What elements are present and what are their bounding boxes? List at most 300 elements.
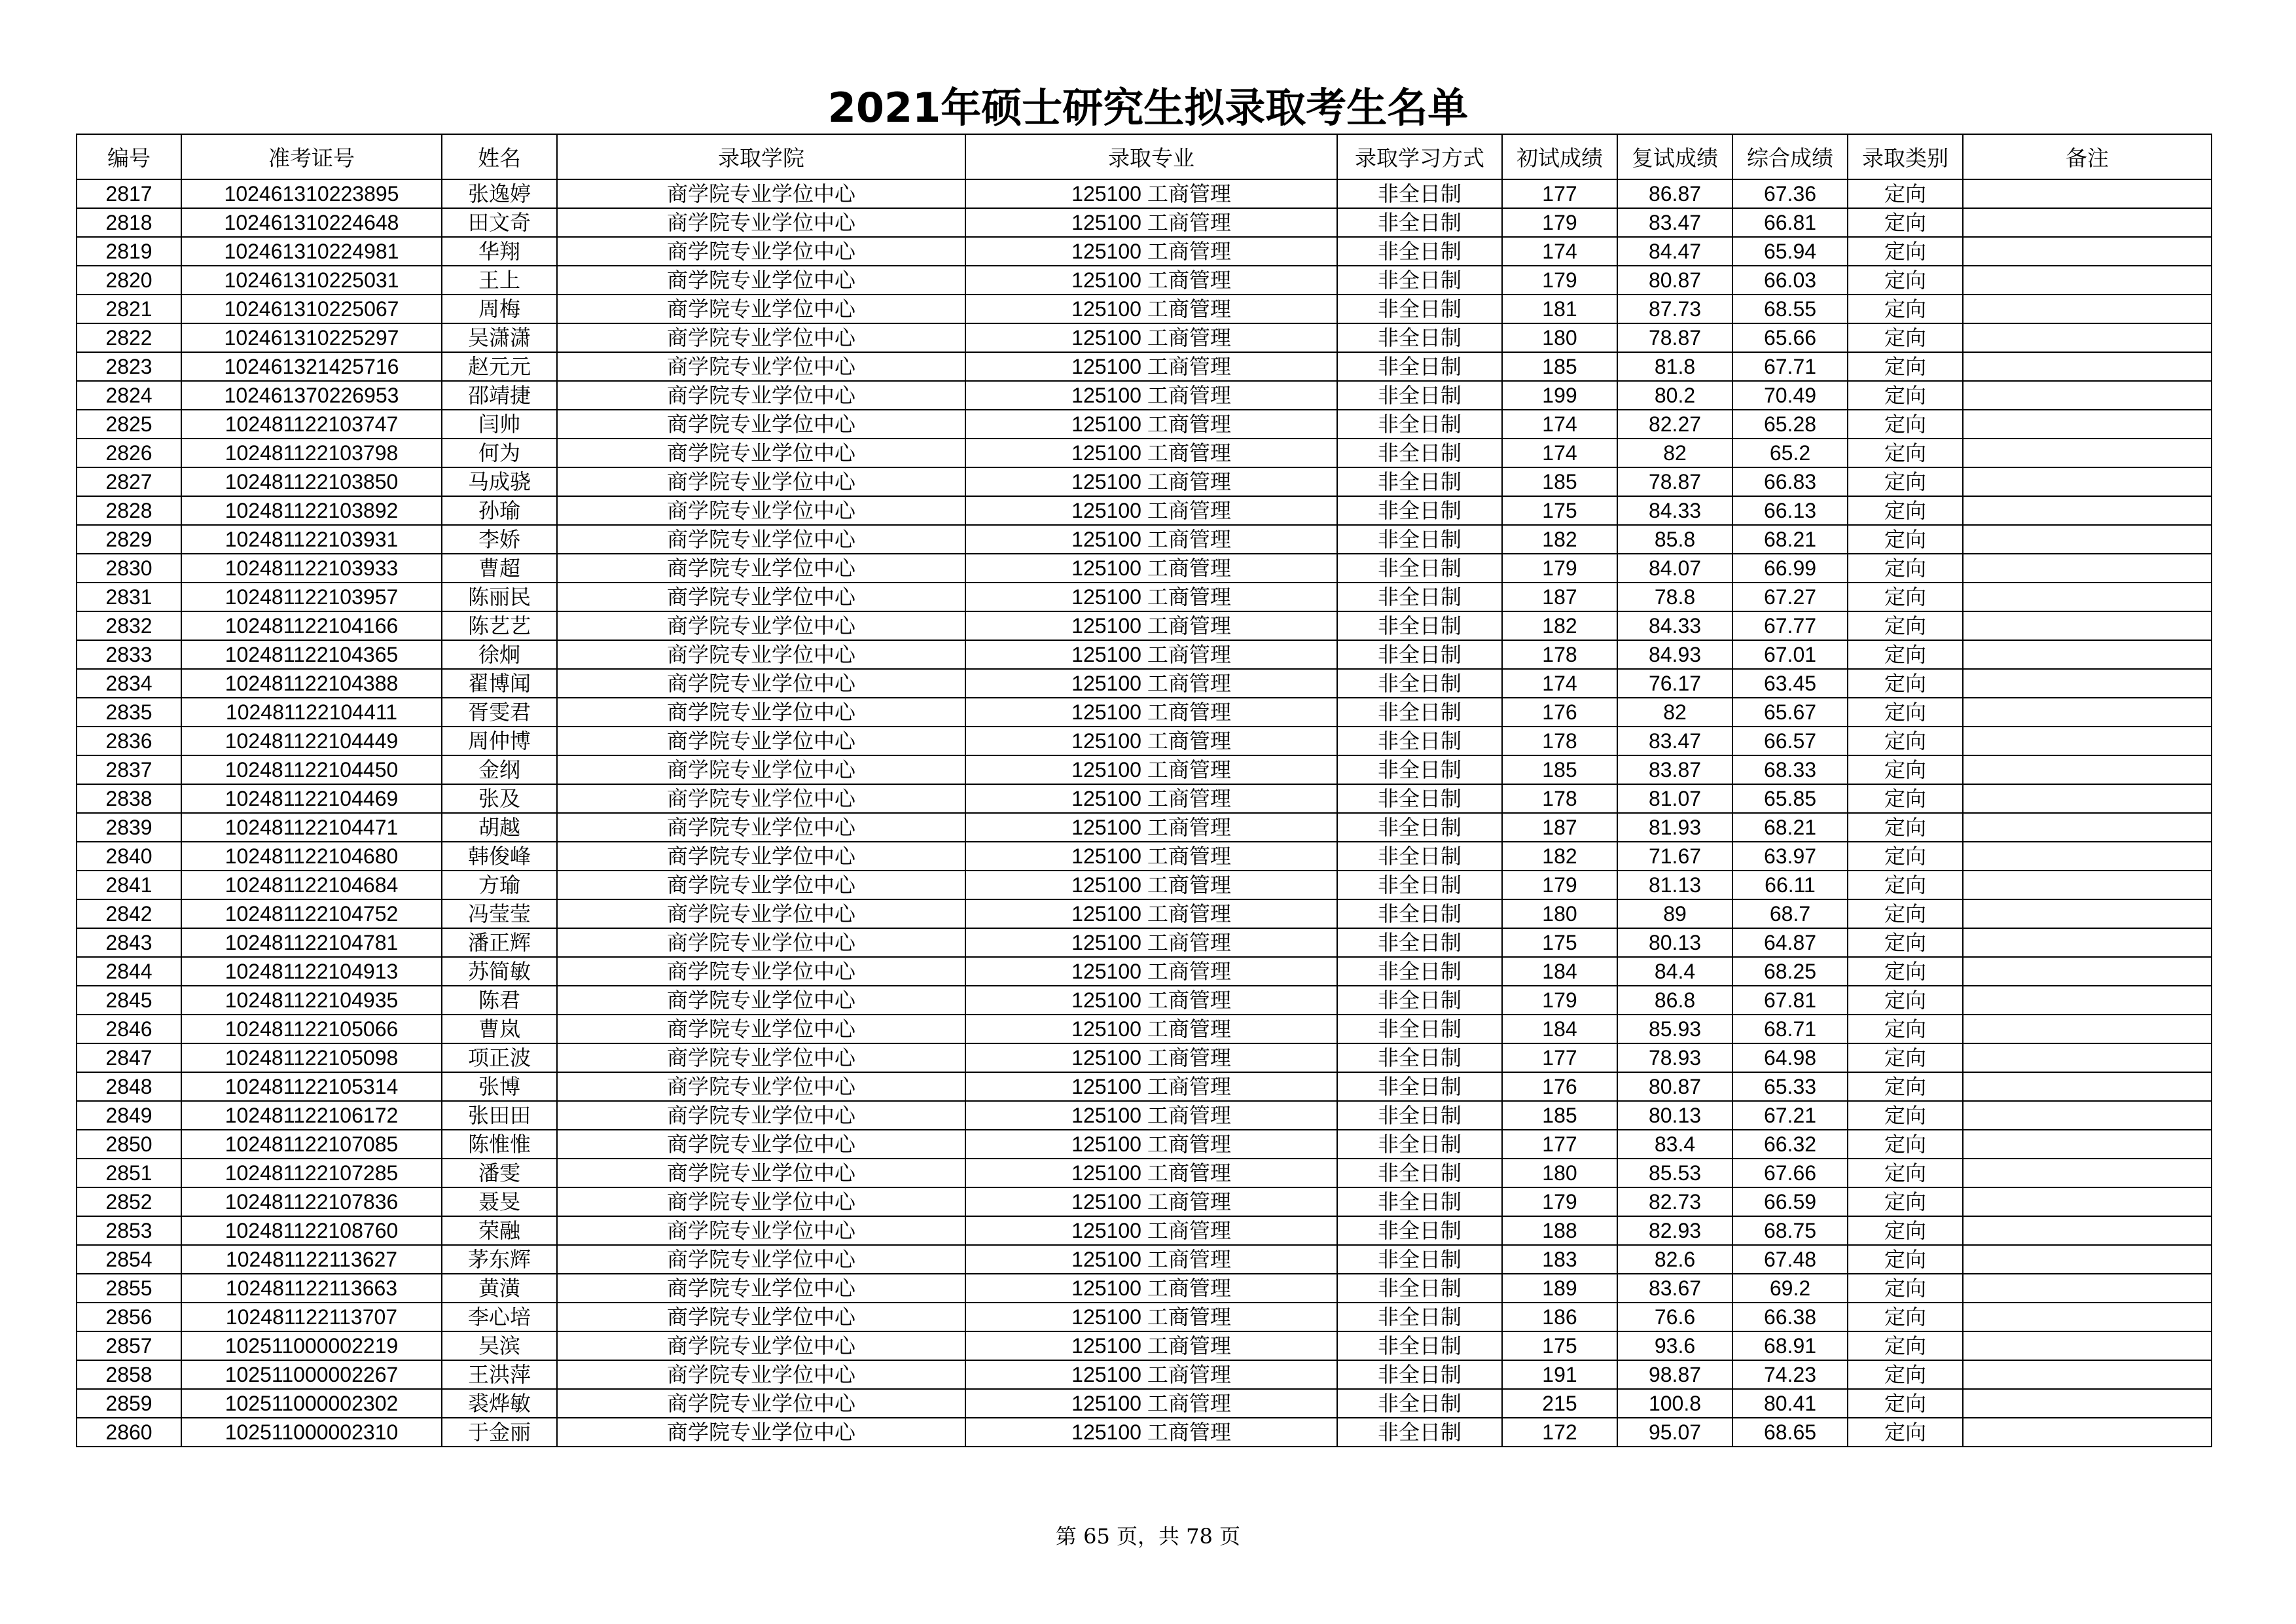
remark-header: 备注 (1963, 134, 2212, 179)
retest-score: 80.87 (1617, 266, 1732, 295)
major: 125100 工商管理 (965, 611, 1337, 640)
initial-score: 185 (1502, 755, 1617, 784)
table-row (77, 439, 2212, 467)
remark (1963, 957, 2212, 986)
total-score: 65.28 (1732, 410, 1848, 439)
study-mode: 非全日制 (1337, 640, 1502, 669)
study-mode: 非全日制 (1337, 381, 1502, 410)
row-id: 2839 (77, 813, 181, 842)
student-name: 茅东辉 (442, 1245, 557, 1274)
remark (1963, 1360, 2212, 1389)
exam-number: 102461310223895 (181, 179, 442, 208)
table-header-row (77, 134, 2212, 179)
college: 商学院专业学位中心 (557, 1101, 965, 1130)
admission-category: 定向 (1848, 208, 1963, 237)
exam-number: 102481122103892 (181, 496, 442, 525)
exam-number: 102481122113707 (181, 1303, 442, 1331)
row-id: 2853 (77, 1216, 181, 1245)
exam-number: 102481122104469 (181, 784, 442, 813)
major: 125100 工商管理 (965, 1043, 1337, 1072)
remark (1963, 784, 2212, 813)
admission-category: 定向 (1848, 871, 1963, 899)
row-id: 2822 (77, 323, 181, 352)
student-name: 陈惟惟 (442, 1130, 557, 1159)
study-mode: 非全日制 (1337, 755, 1502, 784)
admission-category: 定向 (1848, 1072, 1963, 1101)
study-mode: 非全日制 (1337, 1331, 1502, 1360)
retest-score: 78.87 (1617, 467, 1732, 496)
row-id: 2845 (77, 986, 181, 1015)
row-id: 2829 (77, 525, 181, 554)
row-id: 2842 (77, 899, 181, 928)
study-mode: 非全日制 (1337, 1389, 1502, 1418)
row-id: 2825 (77, 410, 181, 439)
table-row (77, 727, 2212, 755)
college: 商学院专业学位中心 (557, 957, 965, 986)
study-mode: 非全日制 (1337, 266, 1502, 295)
major-header: 录取专业 (965, 134, 1337, 179)
initial-score: 180 (1502, 899, 1617, 928)
student-name: 王洪萍 (442, 1360, 557, 1389)
student-name: 聂旻 (442, 1187, 557, 1216)
remark (1963, 179, 2212, 208)
exam-number: 102481122103933 (181, 554, 442, 583)
major: 125100 工商管理 (965, 410, 1337, 439)
table-row (77, 554, 2212, 583)
major: 125100 工商管理 (965, 1389, 1337, 1418)
retest-score: 83.87 (1617, 755, 1732, 784)
retest-score-header: 复试成绩 (1617, 134, 1732, 179)
remark (1963, 1245, 2212, 1274)
table-row (77, 1360, 2212, 1389)
exam-number: 102481122105066 (181, 1015, 442, 1043)
initial-score: 175 (1502, 1331, 1617, 1360)
college: 商学院专业学位中心 (557, 410, 965, 439)
retest-score: 78.87 (1617, 323, 1732, 352)
major: 125100 工商管理 (965, 871, 1337, 899)
student-name: 闫帅 (442, 410, 557, 439)
exam-number: 102481122104935 (181, 986, 442, 1015)
college: 商学院专业学位中心 (557, 208, 965, 237)
remark (1963, 323, 2212, 352)
retest-score: 80.87 (1617, 1072, 1732, 1101)
table-row (77, 640, 2212, 669)
exam-number: 102461310225067 (181, 295, 442, 323)
retest-score: 82.93 (1617, 1216, 1732, 1245)
student-name: 张田田 (442, 1101, 557, 1130)
student-name: 吴滨 (442, 1331, 557, 1360)
initial-score: 199 (1502, 381, 1617, 410)
initial-score: 175 (1502, 928, 1617, 957)
student-name: 张逸婷 (442, 179, 557, 208)
study-mode: 非全日制 (1337, 295, 1502, 323)
student-name: 曹岚 (442, 1015, 557, 1043)
exam-number: 102481122107836 (181, 1187, 442, 1216)
total-score: 63.45 (1732, 669, 1848, 698)
row-id: 2834 (77, 669, 181, 698)
college: 商学院专业学位中心 (557, 1216, 965, 1245)
total-score: 67.36 (1732, 179, 1848, 208)
admission-category: 定向 (1848, 266, 1963, 295)
retest-score: 80.13 (1617, 928, 1732, 957)
admission-category: 定向 (1848, 986, 1963, 1015)
remark (1963, 410, 2212, 439)
study-mode-header: 录取学习方式 (1337, 134, 1502, 179)
retest-score: 95.07 (1617, 1418, 1732, 1447)
remark (1963, 208, 2212, 237)
major: 125100 工商管理 (965, 496, 1337, 525)
initial-score: 177 (1502, 1043, 1617, 1072)
student-name: 翟博闻 (442, 669, 557, 698)
exam-number: 102481122104449 (181, 727, 442, 755)
student-name: 田文奇 (442, 208, 557, 237)
study-mode: 非全日制 (1337, 352, 1502, 381)
major: 125100 工商管理 (965, 1418, 1337, 1447)
remark (1963, 467, 2212, 496)
table-row (77, 698, 2212, 727)
college: 商学院专业学位中心 (557, 1130, 965, 1159)
category-header: 录取类别 (1848, 134, 1963, 179)
student-name: 胡越 (442, 813, 557, 842)
table-row (77, 669, 2212, 698)
college: 商学院专业学位中心 (557, 237, 965, 266)
college: 商学院专业学位中心 (557, 1360, 965, 1389)
study-mode: 非全日制 (1337, 1216, 1502, 1245)
row-id: 2858 (77, 1360, 181, 1389)
row-id: 2828 (77, 496, 181, 525)
admission-category: 定向 (1848, 439, 1963, 467)
exam-number: 102481122108760 (181, 1216, 442, 1245)
initial-score: 181 (1502, 295, 1617, 323)
exam-number: 102511000002267 (181, 1360, 442, 1389)
remark (1963, 1187, 2212, 1216)
student-name: 潘雯 (442, 1159, 557, 1187)
row-id: 2819 (77, 237, 181, 266)
row-id: 2860 (77, 1418, 181, 1447)
row-id: 2855 (77, 1274, 181, 1303)
student-name: 周仲博 (442, 727, 557, 755)
remark (1963, 669, 2212, 698)
remark (1963, 1015, 2212, 1043)
major: 125100 工商管理 (965, 755, 1337, 784)
table-row (77, 496, 2212, 525)
exam-number: 102461310225031 (181, 266, 442, 295)
exam-number: 102481122107285 (181, 1159, 442, 1187)
initial-score-header: 初试成绩 (1502, 134, 1617, 179)
major: 125100 工商管理 (965, 1331, 1337, 1360)
exam-number: 102481122103747 (181, 410, 442, 439)
row-id: 2820 (77, 266, 181, 295)
retest-score: 85.53 (1617, 1159, 1732, 1187)
college: 商学院专业学位中心 (557, 727, 965, 755)
study-mode: 非全日制 (1337, 1101, 1502, 1130)
exam-number: 102481122113663 (181, 1274, 442, 1303)
student-name: 方瑜 (442, 871, 557, 899)
row-id: 2817 (77, 179, 181, 208)
college: 商学院专业学位中心 (557, 467, 965, 496)
total-score: 68.21 (1732, 813, 1848, 842)
retest-score: 98.87 (1617, 1360, 1732, 1389)
study-mode: 非全日制 (1337, 1360, 1502, 1389)
retest-score: 86.87 (1617, 179, 1732, 208)
exam-number: 102481122104471 (181, 813, 442, 842)
study-mode: 非全日制 (1337, 842, 1502, 871)
initial-score: 189 (1502, 1274, 1617, 1303)
remark (1963, 352, 2212, 381)
major: 125100 工商管理 (965, 295, 1337, 323)
exam-number: 102481122104684 (181, 871, 442, 899)
initial-score: 187 (1502, 583, 1617, 611)
row-id: 2849 (77, 1101, 181, 1130)
retest-score: 81.93 (1617, 813, 1732, 842)
remark (1963, 640, 2212, 669)
row-id: 2859 (77, 1389, 181, 1418)
study-mode: 非全日制 (1337, 1274, 1502, 1303)
retest-score: 83.67 (1617, 1274, 1732, 1303)
exam-number: 102511000002310 (181, 1418, 442, 1447)
admission-category: 定向 (1848, 1331, 1963, 1360)
admission-category: 定向 (1848, 784, 1963, 813)
row-id: 2824 (77, 381, 181, 410)
college: 商学院专业学位中心 (557, 496, 965, 525)
row-id: 2831 (77, 583, 181, 611)
total-score: 66.38 (1732, 1303, 1848, 1331)
college: 商学院专业学位中心 (557, 1187, 965, 1216)
student-name: 胥雯君 (442, 698, 557, 727)
college: 商学院专业学位中心 (557, 323, 965, 352)
id-header: 编号 (77, 134, 181, 179)
table-body (77, 179, 2212, 1447)
row-id: 2841 (77, 871, 181, 899)
exam-number: 102481122104781 (181, 928, 442, 957)
study-mode: 非全日制 (1337, 439, 1502, 467)
admission-category: 定向 (1848, 698, 1963, 727)
total-score: 64.87 (1732, 928, 1848, 957)
table-row (77, 1043, 2212, 1072)
initial-score: 182 (1502, 842, 1617, 871)
admission-category: 定向 (1848, 611, 1963, 640)
admission-category: 定向 (1848, 496, 1963, 525)
row-id: 2854 (77, 1245, 181, 1274)
college: 商学院专业学位中心 (557, 1418, 965, 1447)
study-mode: 非全日制 (1337, 727, 1502, 755)
student-name: 李娇 (442, 525, 557, 554)
student-name: 邵靖捷 (442, 381, 557, 410)
remark (1963, 928, 2212, 957)
exam-number: 102511000002219 (181, 1331, 442, 1360)
major: 125100 工商管理 (965, 554, 1337, 583)
row-id: 2840 (77, 842, 181, 871)
retest-score: 83.47 (1617, 208, 1732, 237)
study-mode: 非全日制 (1337, 1418, 1502, 1447)
student-name: 陈君 (442, 986, 557, 1015)
study-mode: 非全日制 (1337, 1245, 1502, 1274)
major: 125100 工商管理 (965, 1130, 1337, 1159)
total-score: 66.83 (1732, 467, 1848, 496)
major: 125100 工商管理 (965, 1303, 1337, 1331)
exam-number: 102481122106172 (181, 1101, 442, 1130)
major: 125100 工商管理 (965, 1360, 1337, 1389)
remark (1963, 1101, 2212, 1130)
study-mode: 非全日制 (1337, 323, 1502, 352)
total-score: 65.66 (1732, 323, 1848, 352)
table-row (77, 1389, 2212, 1418)
study-mode: 非全日制 (1337, 467, 1502, 496)
student-name: 韩俊峰 (442, 842, 557, 871)
study-mode: 非全日制 (1337, 813, 1502, 842)
table-row (77, 1331, 2212, 1360)
admission-category: 定向 (1848, 842, 1963, 871)
remark (1963, 583, 2212, 611)
remark (1963, 439, 2212, 467)
exam-number: 102511000002302 (181, 1389, 442, 1418)
remark (1963, 1216, 2212, 1245)
exam-number: 102481122104166 (181, 611, 442, 640)
total-score: 65.85 (1732, 784, 1848, 813)
admission-category: 定向 (1848, 1187, 1963, 1216)
total-score: 68.7 (1732, 899, 1848, 928)
table-row (77, 957, 2212, 986)
college: 商学院专业学位中心 (557, 784, 965, 813)
major: 125100 工商管理 (965, 1187, 1337, 1216)
initial-score: 185 (1502, 467, 1617, 496)
initial-score: 180 (1502, 1159, 1617, 1187)
initial-score: 185 (1502, 1101, 1617, 1130)
retest-score: 83.47 (1617, 727, 1732, 755)
major: 125100 工商管理 (965, 727, 1337, 755)
college: 商学院专业学位中心 (557, 1015, 965, 1043)
retest-score: 81.8 (1617, 352, 1732, 381)
major: 125100 工商管理 (965, 525, 1337, 554)
page-title: 2021年硕士研究生拟录取考生名单 (827, 84, 1469, 132)
college: 商学院专业学位中心 (557, 1043, 965, 1072)
table-row (77, 1130, 2212, 1159)
major: 125100 工商管理 (965, 439, 1337, 467)
retest-score: 84.33 (1617, 611, 1732, 640)
student-name: 潘正辉 (442, 928, 557, 957)
table-row (77, 295, 2212, 323)
table-row (77, 1101, 2212, 1130)
study-mode: 非全日制 (1337, 1130, 1502, 1159)
remark (1963, 295, 2212, 323)
major: 125100 工商管理 (965, 928, 1337, 957)
total-score: 66.81 (1732, 208, 1848, 237)
admission-category: 定向 (1848, 1303, 1963, 1331)
exam-number: 102481122104388 (181, 669, 442, 698)
remark (1963, 1274, 2212, 1303)
exam-number: 102481122103798 (181, 439, 442, 467)
initial-score: 176 (1502, 698, 1617, 727)
admission-category: 定向 (1848, 381, 1963, 410)
retest-score: 82.73 (1617, 1187, 1732, 1216)
study-mode: 非全日制 (1337, 899, 1502, 928)
row-id: 2844 (77, 957, 181, 986)
student-name: 孙瑜 (442, 496, 557, 525)
major: 125100 工商管理 (965, 352, 1337, 381)
row-id: 2838 (77, 784, 181, 813)
initial-score: 184 (1502, 957, 1617, 986)
admission-category: 定向 (1848, 352, 1963, 381)
study-mode: 非全日制 (1337, 1072, 1502, 1101)
admission-category: 定向 (1848, 583, 1963, 611)
initial-score: 179 (1502, 554, 1617, 583)
initial-score: 174 (1502, 669, 1617, 698)
table-row (77, 1303, 2212, 1331)
table-row (77, 208, 2212, 237)
retest-score: 82 (1617, 698, 1732, 727)
total-score: 68.33 (1732, 755, 1848, 784)
admission-category: 定向 (1848, 813, 1963, 842)
major: 125100 工商管理 (965, 1072, 1337, 1101)
remark (1963, 727, 2212, 755)
table-row (77, 1072, 2212, 1101)
college: 商学院专业学位中心 (557, 439, 965, 467)
row-id: 2846 (77, 1015, 181, 1043)
remark (1963, 237, 2212, 266)
retest-score: 84.33 (1617, 496, 1732, 525)
student-name: 黄潢 (442, 1274, 557, 1303)
college: 商学院专业学位中心 (557, 1159, 965, 1187)
remark (1963, 1043, 2212, 1072)
admission-category: 定向 (1848, 525, 1963, 554)
row-id: 2847 (77, 1043, 181, 1072)
admission-category: 定向 (1848, 1159, 1963, 1187)
retest-score: 85.93 (1617, 1015, 1732, 1043)
college: 商学院专业学位中心 (557, 1303, 965, 1331)
exam-number: 102481122105314 (181, 1072, 442, 1101)
remark (1963, 1072, 2212, 1101)
student-name: 金纲 (442, 755, 557, 784)
admission-category: 定向 (1848, 755, 1963, 784)
major: 125100 工商管理 (965, 986, 1337, 1015)
initial-score: 184 (1502, 1015, 1617, 1043)
major: 125100 工商管理 (965, 179, 1337, 208)
total-score: 67.27 (1732, 583, 1848, 611)
remark (1963, 842, 2212, 871)
retest-score: 89 (1617, 899, 1732, 928)
remark (1963, 1389, 2212, 1418)
retest-score: 86.8 (1617, 986, 1732, 1015)
exam-number: 102481122104913 (181, 957, 442, 986)
initial-score: 187 (1502, 813, 1617, 842)
study-mode: 非全日制 (1337, 237, 1502, 266)
total-score: 65.2 (1732, 439, 1848, 467)
page-footer: 第 65 页，共 78 页 (1055, 1524, 1241, 1549)
table-row (77, 1274, 2212, 1303)
retest-score: 83.4 (1617, 1130, 1732, 1159)
student-name: 马成骁 (442, 467, 557, 496)
retest-score: 76.17 (1617, 669, 1732, 698)
total-score: 63.97 (1732, 842, 1848, 871)
study-mode: 非全日制 (1337, 179, 1502, 208)
total-score: 65.33 (1732, 1072, 1848, 1101)
college: 商学院专业学位中心 (557, 266, 965, 295)
remark (1963, 1303, 2212, 1331)
exam-number: 102481122103850 (181, 467, 442, 496)
admission-table (76, 134, 2212, 1447)
retest-score: 80.2 (1617, 381, 1732, 410)
initial-score: 177 (1502, 1130, 1617, 1159)
major: 125100 工商管理 (965, 784, 1337, 813)
student-name: 周梅 (442, 295, 557, 323)
study-mode: 非全日制 (1337, 1015, 1502, 1043)
table-row (77, 266, 2212, 295)
student-name: 华翔 (442, 237, 557, 266)
row-id: 2818 (77, 208, 181, 237)
college: 商学院专业学位中心 (557, 669, 965, 698)
admission-category: 定向 (1848, 1216, 1963, 1245)
college: 商学院专业学位中心 (557, 1072, 965, 1101)
